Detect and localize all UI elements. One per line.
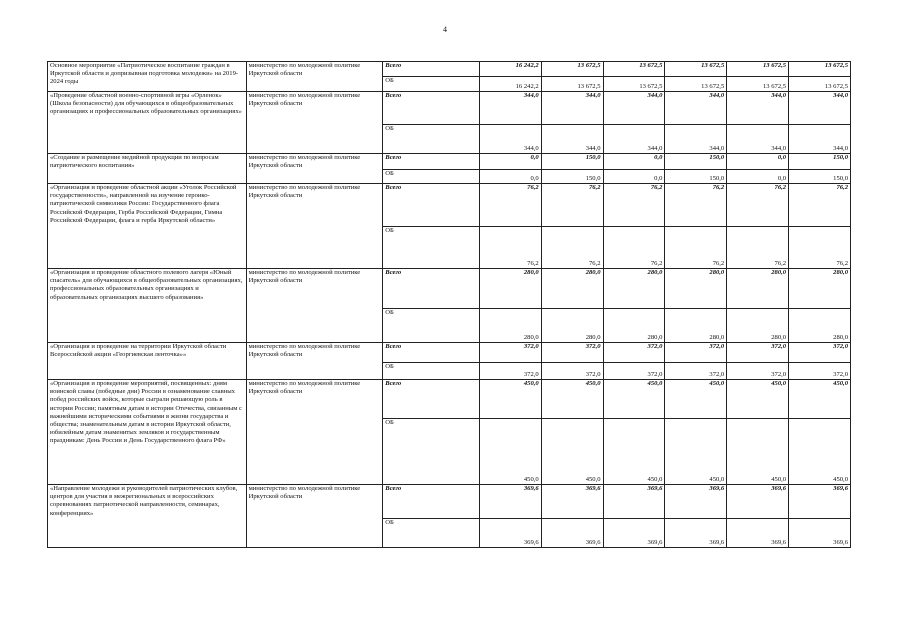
funding-type-total: Всего — [383, 92, 480, 125]
amount-total-cell: 372,0 — [665, 343, 727, 363]
amount-total-cell: 150,0 — [789, 154, 851, 170]
table-row-total — [48, 343, 851, 363]
amount-total-cell: 280,0 — [789, 269, 851, 309]
amount-ob-cell: 369,6 — [603, 519, 665, 548]
amount-ob-cell: 344,0 — [603, 125, 665, 154]
amount-ob-cell: 450,0 — [479, 419, 541, 485]
measure-description: «Организация и проведение областной акции «Уголок Российской государственности», направленной на изучение героико-патриотической символики России: Государственного флага Российской Федерации, Герба Российской Федерации, Гимна Российской Федерации, флага и герба Иркутской области» — [48, 184, 247, 269]
amount-ob-cell: 76,2 — [665, 227, 727, 269]
funding-type-total: Всего — [383, 184, 480, 227]
amount-ob-cell: 344,0 — [479, 125, 541, 154]
funding-type-total: Всего — [383, 269, 480, 309]
amount-ob-cell: 76,2 — [789, 227, 851, 269]
amount-total-cell: 280,0 — [665, 269, 727, 309]
responsible-executor: министерство по молодежной политике Иркутской области — [246, 184, 383, 269]
amount-total-cell: 76,2 — [727, 184, 789, 227]
amount-ob-cell: 450,0 — [665, 419, 727, 485]
amount-total-cell: 369,6 — [603, 485, 665, 519]
amount-ob-cell: 372,0 — [727, 363, 789, 380]
amount-total-cell: 372,0 — [603, 343, 665, 363]
amount-total-cell: 344,0 — [665, 92, 727, 125]
amount-total-cell: 280,0 — [479, 269, 541, 309]
amount-ob-cell: 369,6 — [665, 519, 727, 548]
amount-ob-cell: 280,0 — [665, 309, 727, 343]
amount-total-cell: 369,6 — [789, 485, 851, 519]
amount-ob-cell: 344,0 — [789, 125, 851, 154]
amount-total-cell: 0,0 — [479, 154, 541, 170]
amount-ob-cell: 76,2 — [603, 227, 665, 269]
amount-ob-cell: 76,2 — [479, 227, 541, 269]
funding-type-total: Всего — [383, 154, 480, 170]
amount-ob-cell: 344,0 — [727, 125, 789, 154]
funding-type-total: Всего — [383, 62, 480, 77]
funding-type-total: Всего — [383, 380, 480, 419]
budget-table — [47, 61, 851, 548]
amount-total-cell: 76,2 — [789, 184, 851, 227]
amount-ob-cell: 280,0 — [727, 309, 789, 343]
funding-type-ob: ОБ — [383, 170, 480, 184]
amount-total-cell: 450,0 — [603, 380, 665, 419]
table-row-total — [48, 269, 851, 309]
amount-ob-cell: 450,0 — [603, 419, 665, 485]
amount-total-cell: 372,0 — [789, 343, 851, 363]
amount-total-cell: 344,0 — [479, 92, 541, 125]
amount-total-cell: 280,0 — [727, 269, 789, 309]
measure-description: «Создание и размещение медийной продукции по вопросам патриотического воспитания» — [48, 154, 247, 184]
amount-total-cell: 76,2 — [541, 184, 603, 227]
amount-total-cell: 372,0 — [479, 343, 541, 363]
amount-ob-cell: 450,0 — [789, 419, 851, 485]
table-row-total — [48, 485, 851, 519]
responsible-executor: министерство по молодежной политике Иркутской области — [246, 154, 383, 184]
amount-total-cell: 369,6 — [541, 485, 603, 519]
amount-ob-cell: 372,0 — [479, 363, 541, 380]
amount-total-cell: 13 672,5 — [541, 62, 603, 77]
responsible-executor: министерство по молодежной политике Иркутской области — [246, 62, 383, 92]
amount-total-cell: 150,0 — [665, 154, 727, 170]
amount-ob-cell: 372,0 — [665, 363, 727, 380]
amount-total-cell: 280,0 — [541, 269, 603, 309]
amount-total-cell: 0,0 — [727, 154, 789, 170]
funding-type-total: Всего — [383, 343, 480, 363]
amount-ob-cell: 13 672,5 — [541, 77, 603, 92]
table-row-total — [48, 154, 851, 170]
amount-ob-cell: 76,2 — [727, 227, 789, 269]
amount-total-cell: 369,6 — [479, 485, 541, 519]
responsible-executor: министерство по молодежной политике Иркутской области — [246, 92, 383, 154]
amount-ob-cell: 150,0 — [665, 170, 727, 184]
amount-ob-cell: 150,0 — [541, 170, 603, 184]
amount-ob-cell: 372,0 — [603, 363, 665, 380]
amount-total-cell: 369,6 — [727, 485, 789, 519]
funding-type-ob: ОБ — [383, 227, 480, 269]
responsible-executor: министерство по молодежной политике Иркутской области — [246, 343, 383, 380]
table-row-total — [48, 92, 851, 125]
responsible-executor: министерство по молодежной политике Иркутской области — [246, 485, 383, 548]
amount-ob-cell: 0,0 — [727, 170, 789, 184]
amount-ob-cell: 372,0 — [541, 363, 603, 380]
amount-total-cell: 150,0 — [541, 154, 603, 170]
funding-type-ob: ОБ — [383, 77, 480, 92]
amount-total-cell: 344,0 — [727, 92, 789, 125]
amount-ob-cell: 280,0 — [541, 309, 603, 343]
amount-total-cell: 76,2 — [665, 184, 727, 227]
amount-total-cell: 0,0 — [603, 154, 665, 170]
table-row-total — [48, 380, 851, 419]
amount-total-cell: 450,0 — [789, 380, 851, 419]
measure-description: «Проведение областной военно-спортивной игры «Орленок» (Школа безопасности) для обучающихся в общеобразовательных организациях и профессиональных образовательных организациях» — [48, 92, 247, 154]
table-row-total — [48, 62, 851, 77]
funding-type-ob: ОБ — [383, 419, 480, 485]
amount-ob-cell: 0,0 — [479, 170, 541, 184]
amount-total-cell: 344,0 — [789, 92, 851, 125]
amount-total-cell: 16 242,2 — [479, 62, 541, 77]
amount-ob-cell: 280,0 — [479, 309, 541, 343]
amount-ob-cell: 16 242,2 — [479, 77, 541, 92]
amount-ob-cell: 344,0 — [665, 125, 727, 154]
measure-description: «Организация и проведение мероприятий, посвященных: дням воинской славы (победные дни) России в ознаменование славных побед российских войск, которые сыграли решающую роль в истории России; памятным датам в истории Отечества, связанным с важнейшими историческими событиями в жизни государства и общества; знаменательным датам в истории Иркутской области, юбилейным датам знаменитых земляков и государственным праздникам: День России и День Государственного флага РФ» — [48, 380, 247, 485]
amount-ob-cell: 0,0 — [603, 170, 665, 184]
page-number: 4 — [443, 25, 447, 34]
amount-ob-cell: 13 672,5 — [727, 77, 789, 92]
measure-description: «Организация и проведение областного полевого лагеря «Юный спасатель» для обучающихся в общеобразовательных организациях, профессиональных образовательных организациях и образовательных организациях высшего образования» — [48, 269, 247, 343]
funding-type-total: Всего — [383, 485, 480, 519]
amount-total-cell: 13 672,5 — [727, 62, 789, 77]
amount-ob-cell: 150,0 — [789, 170, 851, 184]
amount-total-cell: 13 672,5 — [789, 62, 851, 77]
amount-total-cell: 372,0 — [541, 343, 603, 363]
funding-type-ob: ОБ — [383, 363, 480, 380]
amount-total-cell: 450,0 — [479, 380, 541, 419]
responsible-executor: министерство по молодежной политике Иркутской области — [246, 380, 383, 485]
funding-type-ob: ОБ — [383, 519, 480, 548]
amount-total-cell: 76,2 — [603, 184, 665, 227]
amount-ob-cell: 13 672,5 — [665, 77, 727, 92]
amount-ob-cell: 344,0 — [541, 125, 603, 154]
table-row-total — [48, 184, 851, 227]
amount-ob-cell: 450,0 — [727, 419, 789, 485]
amount-ob-cell: 369,6 — [541, 519, 603, 548]
amount-total-cell: 13 672,5 — [665, 62, 727, 77]
amount-ob-cell: 450,0 — [541, 419, 603, 485]
amount-total-cell: 450,0 — [727, 380, 789, 419]
amount-total-cell: 369,6 — [665, 485, 727, 519]
amount-total-cell: 76,2 — [479, 184, 541, 227]
responsible-executor: министерство по молодежной политике Иркутской области — [246, 269, 383, 343]
amount-ob-cell: 280,0 — [603, 309, 665, 343]
amount-ob-cell: 76,2 — [541, 227, 603, 269]
amount-ob-cell: 372,0 — [789, 363, 851, 380]
amount-ob-cell: 369,6 — [727, 519, 789, 548]
funding-type-ob: ОБ — [383, 309, 480, 343]
amount-total-cell: 280,0 — [603, 269, 665, 309]
amount-total-cell: 344,0 — [603, 92, 665, 125]
amount-ob-cell: 280,0 — [789, 309, 851, 343]
amount-total-cell: 450,0 — [665, 380, 727, 419]
amount-total-cell: 344,0 — [541, 92, 603, 125]
amount-ob-cell: 13 672,5 — [789, 77, 851, 92]
amount-ob-cell: 369,6 — [789, 519, 851, 548]
budget-table-body — [48, 62, 851, 548]
amount-ob-cell: 13 672,5 — [603, 77, 665, 92]
amount-total-cell: 450,0 — [541, 380, 603, 419]
measure-description: Основное мероприятие «Патриотическое воспитание граждан в Иркутской области и допризывная подготовка молодежи» на 2019-2024 годы — [48, 62, 247, 92]
amount-total-cell: 372,0 — [727, 343, 789, 363]
amount-total-cell: 13 672,5 — [603, 62, 665, 77]
measure-description: «Направление молодежи и руководителей патриотических клубов, центров для участия в межрегиональных и всероссийских соревнованиях патриотической направленности, семинарах, конференциях» — [48, 485, 247, 548]
amount-ob-cell: 369,6 — [479, 519, 541, 548]
funding-type-ob: ОБ — [383, 125, 480, 154]
measure-description: «Организация и проведение на территории Иркутской области Всероссийской акции «Георгиевская ленточка»» — [48, 343, 247, 380]
